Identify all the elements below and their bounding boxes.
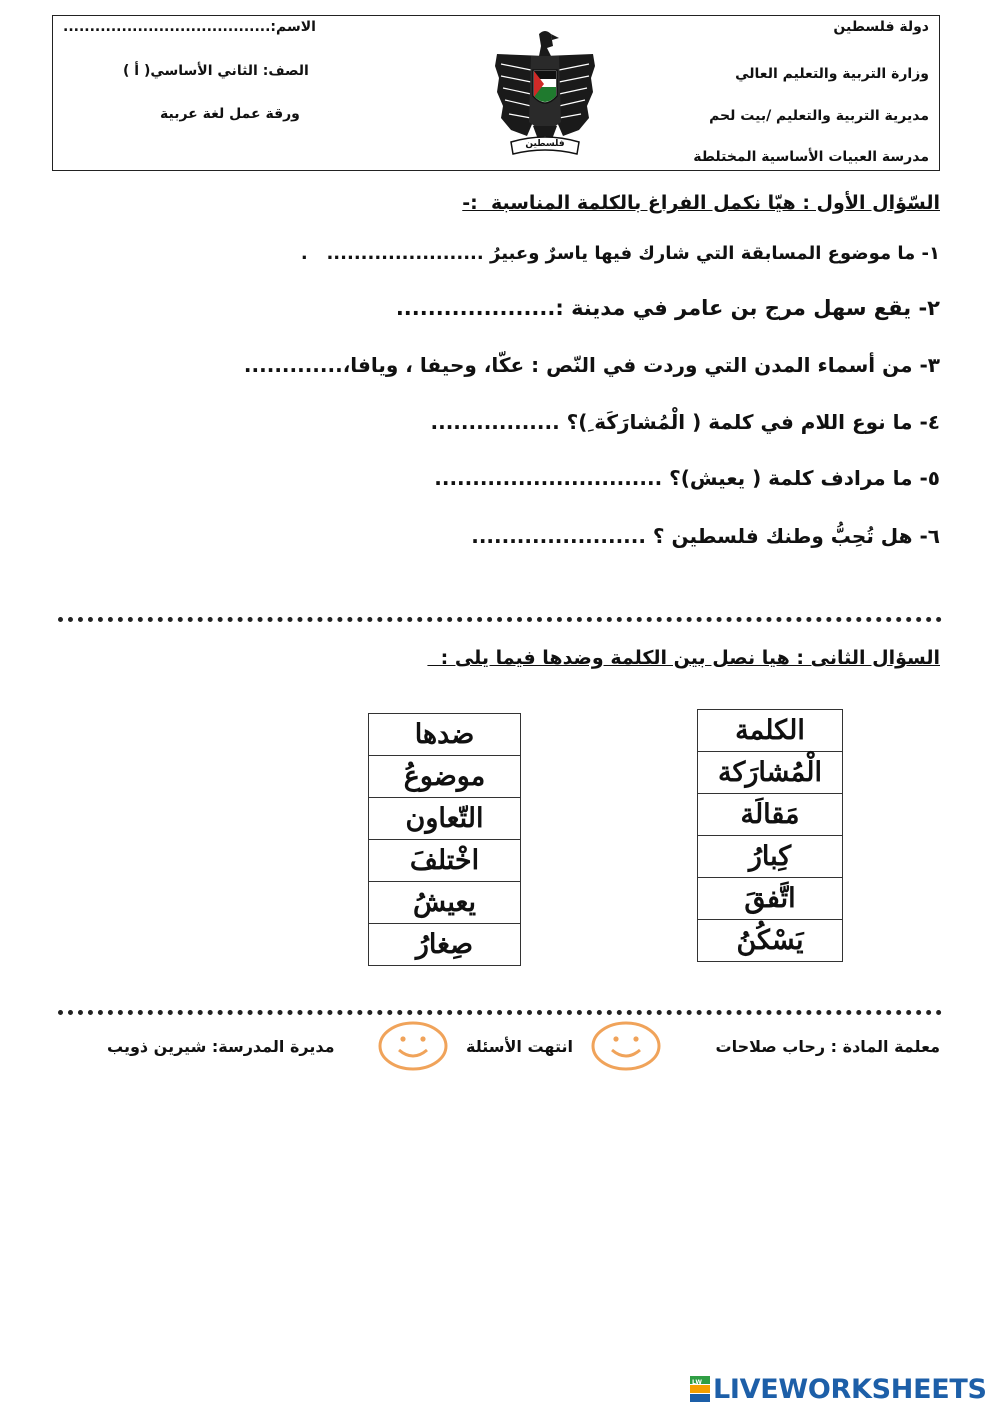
opposites-table xyxy=(368,713,521,966)
emblem-caption: فلسطين xyxy=(525,139,565,149)
question1-title: السّؤال الأول : هيّا نكمل الفراغ بالكلمة المناسبة :- xyxy=(462,192,940,214)
question1-item-2: ٢- يقع سهل مرج بن عامر في مدينة :.................... xyxy=(395,296,940,320)
question2-title: السؤال الثانى : هيا نصل بين الكلمة وضدها فيما يلى : xyxy=(427,647,940,669)
table-row xyxy=(698,752,843,794)
header-ministry: وزارة التربية والتعليم العالي xyxy=(735,66,929,82)
smiley-icon xyxy=(590,1020,662,1076)
words-table xyxy=(697,709,843,962)
section-divider xyxy=(58,617,942,622)
table-row xyxy=(698,836,843,878)
table-row xyxy=(369,756,521,798)
end-note: انتهت الأسئلة xyxy=(466,1037,573,1056)
table-row xyxy=(369,840,521,882)
opposite-cell[interactable]: يعيشُ xyxy=(369,882,521,924)
table-row xyxy=(698,878,843,920)
principal-name: مديرة المدرسة: شيرين ذويب xyxy=(107,1037,335,1056)
question1-item-1: ١- ما موضوع المسابقة التي شارك فيها ياسرٌ وعبيرُ ....................... . xyxy=(300,243,940,264)
liveworksheets-logo xyxy=(690,1374,987,1404)
smiley-icon xyxy=(377,1020,449,1076)
question1-item-3: ٣- من أسماء المدن التي وردت في النّص : عكّا، وحيفا ، ويافا،............. xyxy=(243,353,940,377)
word-cell[interactable]: مَقالَة xyxy=(698,794,843,836)
opposites-header: ضدها xyxy=(369,714,521,756)
name-field-label: الاسم:....................................... xyxy=(63,19,316,35)
table-row xyxy=(369,924,521,966)
table-row xyxy=(369,714,521,756)
table-row xyxy=(698,794,843,836)
opposite-cell[interactable]: اخْتلفَ xyxy=(369,840,521,882)
table-row xyxy=(698,920,843,962)
word-cell[interactable]: الْمُشارَكة xyxy=(698,752,843,794)
header-directorate: مديرية التربية والتعليم /بيت لحم xyxy=(709,108,929,124)
opposite-cell[interactable]: صِغارُ xyxy=(369,924,521,966)
class-label: الصف: الثاني الأساسي( أ ) xyxy=(123,63,309,79)
table-row xyxy=(369,798,521,840)
header-school: مدرسة العبيات الأساسية المختلطة xyxy=(693,149,929,165)
opposite-cell[interactable]: موضوعُ xyxy=(369,756,521,798)
word-cell[interactable]: كِبارُ xyxy=(698,836,843,878)
word-cell[interactable]: اتَّفقَ xyxy=(698,878,843,920)
palestine-emblem-icon xyxy=(489,26,601,160)
words-header: الكلمة xyxy=(698,710,843,752)
footer-divider xyxy=(58,1010,942,1015)
teacher-name: معلمة المادة : رحاب صلاحات xyxy=(715,1037,940,1056)
header-box xyxy=(52,15,940,171)
question1-item-4: ٤- ما نوع اللام في كلمة ( الْمُشارَكَة ِ)؟ ................. xyxy=(430,410,940,434)
liveworksheets-badge-letters: LW xyxy=(692,1379,702,1386)
header-state: دولة فلسطين xyxy=(833,19,929,35)
worksheet-label: ورقة عمل لغة عربية xyxy=(160,106,300,122)
question1-item-6: ٦- هل تُحِبُّ وطنك فلسطين ؟ ....................... xyxy=(471,524,940,548)
question1-item-5: ٥- ما مرادف كلمة ( يعيش)؟ .............................. xyxy=(434,466,940,490)
opposite-cell[interactable]: التّعاون xyxy=(369,798,521,840)
table-row xyxy=(698,710,843,752)
liveworksheets-brand: LIVEWORKSHEETS xyxy=(713,1373,987,1405)
table-row xyxy=(369,882,521,924)
word-cell[interactable]: يَسْكُنُ xyxy=(698,920,843,962)
